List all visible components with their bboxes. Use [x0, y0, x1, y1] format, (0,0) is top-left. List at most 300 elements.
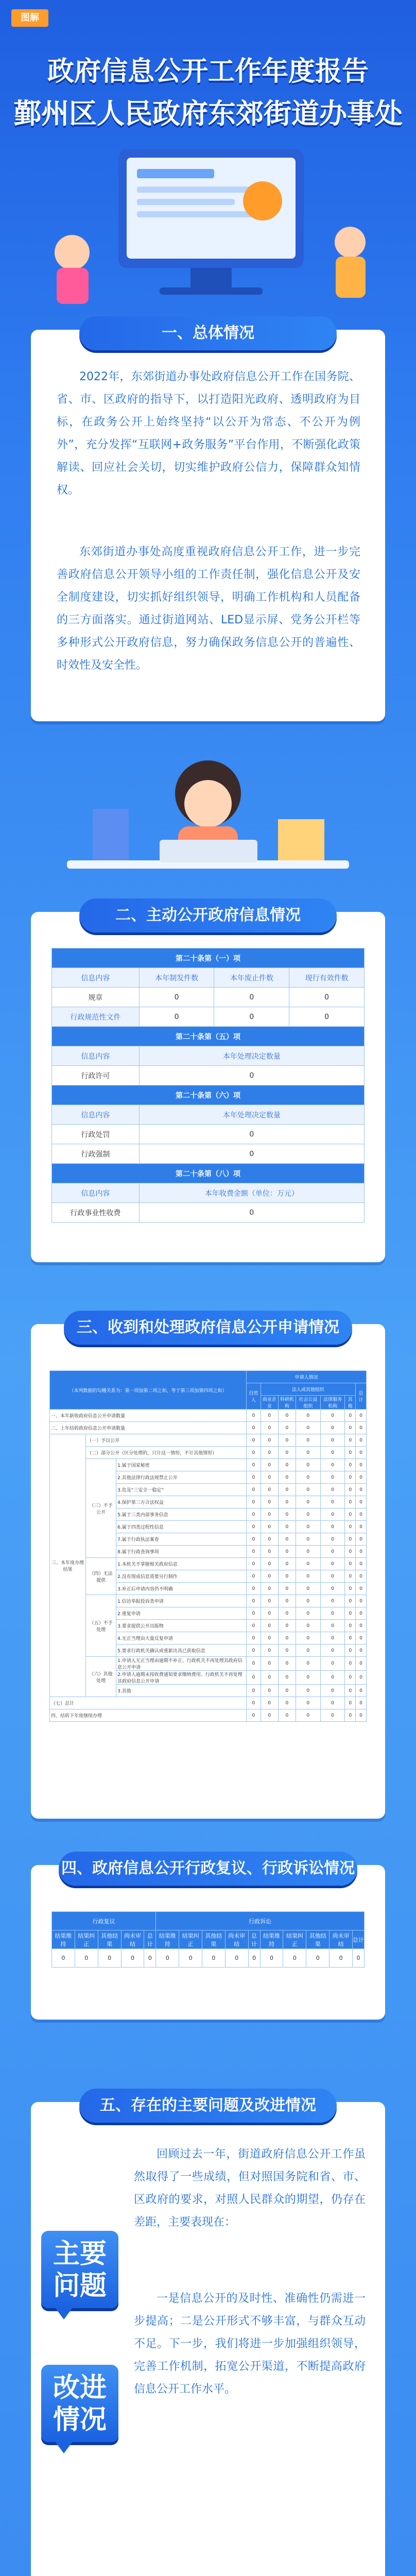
table-cell: 0: [247, 1558, 261, 1570]
review-col-header: 结果纠正: [75, 1930, 98, 1949]
table-cell: 0: [345, 1471, 356, 1484]
table-cell: 0: [320, 1447, 345, 1459]
block2-title: 第二十条第（五）项: [52, 1027, 365, 1046]
table-cell: 0: [139, 1203, 364, 1223]
table-cell: 6.属于四类过程性信息: [116, 1521, 247, 1533]
table-cell: 0: [261, 1671, 278, 1685]
table-cell: （五）不予处理: [86, 1595, 116, 1657]
table-cell: 0: [356, 1459, 367, 1471]
bubble-main-problems: 主要问题: [41, 2231, 118, 2308]
table-cell: 0: [296, 1570, 321, 1583]
table-cell: 0: [261, 1583, 278, 1595]
table-cell: 0: [247, 1607, 261, 1620]
hero-illustration: [21, 139, 395, 309]
table-cell: 8.属于行政查询事项: [116, 1546, 247, 1558]
table-cell: 0: [278, 1484, 296, 1496]
table-cell: 0: [278, 1521, 296, 1533]
table-cell: 0: [247, 1657, 261, 1671]
review-col-header: 其他结果: [202, 1930, 226, 1949]
table-cell: 0: [320, 1484, 345, 1496]
table-cell: 0: [356, 1434, 367, 1447]
table-cell: 0: [356, 1607, 367, 1620]
table-cell: 0: [345, 1570, 356, 1583]
section-heading-review: 四、政府信息公开行政复议、行政诉讼情况: [59, 1852, 357, 1886]
table-cell: 4.无正当理由大量反复申请: [116, 1632, 247, 1645]
review-value: 0: [144, 1949, 156, 1968]
table-cell: 0: [356, 1546, 367, 1558]
table-cell: 0: [320, 1422, 345, 1434]
natural-person-header: 自然人: [247, 1383, 261, 1410]
table-row: [50, 1410, 367, 1422]
table-cell: 0: [247, 1459, 261, 1471]
table-cell: 0: [345, 1521, 356, 1533]
table-cell: 0: [247, 1533, 261, 1546]
table-cell: 0: [261, 1496, 278, 1509]
table-row: [50, 1595, 367, 1607]
col-header: 本年废止件数: [214, 968, 289, 988]
table-cell: 0: [345, 1447, 356, 1459]
table-cell: 0: [278, 1422, 296, 1434]
applications-table-body: [50, 1410, 367, 1722]
review-col-header: 尚未审结: [225, 1930, 248, 1949]
table-cell: 0: [356, 1410, 367, 1422]
table-cell: 0: [320, 1570, 345, 1583]
table-cell: 0: [247, 1632, 261, 1645]
block4-title: 第二十条第（八）项: [52, 1164, 365, 1183]
table-cell: 一、本年新收政府信息公开申请数量: [50, 1410, 247, 1422]
table-cell: 四、结转下年度继续办理: [50, 1709, 247, 1722]
table-cell: 0: [278, 1632, 296, 1645]
table-cell: 0: [296, 1410, 321, 1422]
table-cell: 5.要求行政机关确认或重新出具已获取信息: [116, 1645, 247, 1657]
review-value: 0: [75, 1949, 98, 1968]
table-cell: 0: [247, 1595, 261, 1607]
col-header: 本年制发件数: [139, 968, 214, 988]
litigation-group-header: 行政诉讼: [156, 1912, 365, 1930]
table-cell: 0: [289, 1007, 365, 1027]
review-col-header: 结果维持: [156, 1930, 179, 1949]
table-cell: 4.保护第三方合法权益: [116, 1496, 247, 1509]
table-cell: 0: [296, 1558, 321, 1570]
table-cell: 0: [247, 1509, 261, 1521]
table-cell: 0: [345, 1645, 356, 1657]
section-heading-overview: 一、总体情况: [79, 316, 337, 350]
col-header: 信息内容: [52, 1183, 140, 1203]
review-value: 0: [156, 1949, 179, 1968]
table-cell: 0: [247, 1434, 261, 1447]
table-cell: 0: [261, 1410, 278, 1422]
table-cell: 0: [261, 1546, 278, 1558]
review-col-header: 其他结果: [306, 1930, 330, 1949]
table-cell: 0: [320, 1709, 345, 1722]
review-group-header: 行政复议: [52, 1912, 156, 1930]
table-cell: 0: [296, 1533, 321, 1546]
table-cell: 0: [320, 1632, 345, 1645]
col-header: 本年收费金额（单位：万元）: [139, 1183, 364, 1203]
table-cell: 0: [261, 1697, 278, 1709]
table-cell: 0: [345, 1620, 356, 1632]
table-cell: 0: [247, 1570, 261, 1583]
applications-table: [49, 1370, 367, 1722]
table-cell: 0: [345, 1459, 356, 1471]
table-cell: 0: [278, 1459, 296, 1471]
table-cell: 0: [356, 1509, 367, 1521]
review-value: 0: [179, 1949, 202, 1968]
table-cell: 0: [261, 1509, 278, 1521]
review-col-header: 尚未审结: [121, 1930, 144, 1949]
table-cell: 0: [296, 1471, 321, 1484]
review-col-header: 结果纠正: [283, 1930, 306, 1949]
table-cell: 0: [214, 988, 289, 1007]
table-cell: 0: [356, 1595, 367, 1607]
table-cell: 0: [320, 1496, 345, 1509]
table-cell: 2.其他法律行政法规禁止公开: [116, 1471, 247, 1484]
table-cell: 0: [278, 1620, 296, 1632]
review-value: 0: [52, 1949, 75, 1968]
table-cell: 0: [278, 1657, 296, 1671]
review-value: 0: [306, 1949, 330, 1968]
table-cell: 0: [345, 1583, 356, 1595]
proactive-disclosure-table: [51, 948, 365, 1223]
applicant-header: 申请人情况: [247, 1371, 367, 1383]
table-cell: 0: [247, 1447, 261, 1459]
table-cell: （一）予以公开: [86, 1434, 247, 1447]
table-cell: 0: [296, 1645, 321, 1657]
table-cell: 2.没有现成信息需要另行制作: [116, 1570, 247, 1583]
table-cell: 0: [278, 1410, 296, 1422]
table-cell: 0: [296, 1607, 321, 1620]
table-cell: 0: [345, 1709, 356, 1722]
table-cell: 0: [356, 1671, 367, 1685]
review-col-header: 总计: [144, 1930, 156, 1949]
table-cell: 3.其他: [116, 1685, 247, 1697]
table-cell: 0: [278, 1434, 296, 1447]
table-cell: 0: [320, 1546, 345, 1558]
table-cell: 0: [139, 1144, 364, 1164]
table-cell: 0: [247, 1671, 261, 1685]
review-col-header: 结果维持: [260, 1930, 283, 1949]
table-cell: 0: [345, 1685, 356, 1697]
problems-paragraph: 回顾过去一年，街道政府信息公开工作虽然取得了一些成绩，但对照国务院和省、市、区政府的要求，对照人民群众的期望，仍存在差距，主要表现在：: [134, 2148, 366, 2229]
table-cell: 2.重复申请: [116, 1607, 247, 1620]
table-row: [50, 1697, 367, 1709]
table-cell: 0: [320, 1595, 345, 1607]
table-cell: 1.属于国家秘密: [116, 1459, 247, 1471]
table-cell: 0: [278, 1496, 296, 1509]
org-col-header: 社会公益组织: [296, 1396, 321, 1410]
col-header: 现行有效件数: [289, 968, 365, 988]
table-cell: 0: [345, 1422, 356, 1434]
review-col-header: 结果纠正: [179, 1930, 202, 1949]
table-cell: 0: [278, 1697, 296, 1709]
report-title: 政府信息公开工作年度报告: [47, 56, 369, 87]
table-cell: 0: [261, 1447, 278, 1459]
table-cell: 0: [247, 1620, 261, 1632]
table-cell: 0: [261, 1595, 278, 1607]
table-cell: 0: [247, 1471, 261, 1484]
table-cell: 0: [356, 1496, 367, 1509]
table-cell: 0: [356, 1533, 367, 1546]
table-cell: 0: [261, 1434, 278, 1447]
table-cell: 0: [320, 1607, 345, 1620]
table-cell: 0: [356, 1697, 367, 1709]
table-cell: 0: [278, 1447, 296, 1459]
table-cell: 0: [345, 1595, 356, 1607]
col-header: 信息内容: [52, 1046, 140, 1066]
review-value: 0: [330, 1949, 353, 1968]
table-cell: 0: [247, 1685, 261, 1697]
table-cell: 0: [345, 1533, 356, 1546]
table-row: [50, 1422, 367, 1434]
table-cell: 0: [296, 1434, 321, 1447]
review-value: 0: [353, 1949, 365, 1968]
table-cell: 0: [296, 1685, 321, 1697]
table-cell: 0: [296, 1509, 321, 1521]
col-header: 本年处理决定数量: [139, 1046, 364, 1066]
review-col-header: 总计: [248, 1930, 260, 1949]
table-cell: 5.属于三类内部事务信息: [116, 1509, 247, 1521]
table-cell: 0: [261, 1657, 278, 1671]
table-cell: 0: [356, 1447, 367, 1459]
table-cell: 0: [247, 1546, 261, 1558]
table-cell: 0: [278, 1709, 296, 1722]
table-cell: 0: [356, 1521, 367, 1533]
table-cell: 0: [261, 1484, 278, 1496]
table-cell: （七）总计: [50, 1697, 247, 1709]
table-cell: 0: [356, 1484, 367, 1496]
table-cell: 0: [247, 1697, 261, 1709]
table-cell: 0: [296, 1422, 321, 1434]
table-cell: 1.申请人无正当理由逾期不补正、行政机关不再处理其政府信息公开申请: [116, 1657, 247, 1671]
section-heading-proactive: 二、主动公开政府信息情况: [79, 899, 337, 933]
table-main-header: （本列数据的勾稽关系为：第一项加第二项之和，等于第三项加第四项之和）: [50, 1371, 247, 1410]
table-cell: 0: [261, 1685, 278, 1697]
review-value: 0: [98, 1949, 121, 1968]
table-cell: 0: [345, 1558, 356, 1570]
table-cell: 0: [320, 1671, 345, 1685]
table-cell: 0: [247, 1496, 261, 1509]
table-row: [50, 1434, 367, 1447]
table-cell: 0: [139, 1066, 364, 1086]
table-cell: 0: [247, 1583, 261, 1595]
review-col-header: 结果维持: [52, 1930, 75, 1949]
review-col-header: 总计: [353, 1930, 365, 1949]
table-cell: 0: [356, 1570, 367, 1583]
table-cell: 行政许可: [52, 1066, 140, 1086]
review-val-row: [52, 1949, 365, 1968]
table-cell: 三、本年度办理结果: [50, 1434, 86, 1697]
review-col-row: [52, 1930, 365, 1949]
table-cell: 0: [261, 1570, 278, 1583]
table-cell: 0: [345, 1697, 356, 1709]
table-cell: 3.危及“三安全一稳定”: [116, 1484, 247, 1496]
table-cell: 0: [345, 1496, 356, 1509]
review-value: 0: [202, 1949, 226, 1968]
table-cell: 0: [278, 1645, 296, 1657]
table-cell: 0: [261, 1607, 278, 1620]
table-cell: 0: [296, 1496, 321, 1509]
table-cell: 0: [320, 1434, 345, 1447]
table-cell: 0: [261, 1471, 278, 1484]
table-cell: 3.要求提供公开出版物: [116, 1620, 247, 1632]
table-cell: 0: [278, 1509, 296, 1521]
table-cell: 0: [296, 1671, 321, 1685]
table-cell: 0: [296, 1595, 321, 1607]
table-cell: 0: [261, 1521, 278, 1533]
table-cell: 0: [296, 1709, 321, 1722]
table-cell: 0: [345, 1410, 356, 1422]
table-cell: 0: [320, 1509, 345, 1521]
table-cell: 0: [356, 1620, 367, 1632]
table-cell: 0: [278, 1607, 296, 1620]
table-cell: 规章: [52, 988, 140, 1007]
review-value: 0: [225, 1949, 248, 1968]
table-cell: 0: [278, 1558, 296, 1570]
table-cell: 0: [345, 1607, 356, 1620]
report-subtitle: 鄞州区人民政府东郊街道办事处: [13, 97, 403, 130]
org-col-header: 法律服务机构: [320, 1396, 345, 1410]
table-cell: 0: [296, 1632, 321, 1645]
review-value: 0: [248, 1949, 260, 1968]
bubble-improvements: 改进情况: [41, 2365, 118, 2442]
table-cell: 0: [296, 1484, 321, 1496]
block3-title: 第二十条第（六）项: [52, 1086, 365, 1105]
table-cell: 1.信访举报投诉类申请: [116, 1595, 247, 1607]
table-cell: 0: [320, 1697, 345, 1709]
table-cell: 2.申请人逾期未按收费通知要求缴纳费用、行政机关不再处理其政府信息公开申请: [116, 1671, 247, 1685]
table-cell: 0: [278, 1471, 296, 1484]
table-cell: 0: [247, 1410, 261, 1422]
review-col-header: 其他结果: [98, 1930, 121, 1949]
table-cell: 0: [320, 1657, 345, 1671]
org-col-header: 其他: [345, 1396, 356, 1410]
table-cell: 0: [345, 1484, 356, 1496]
table-cell: 1.本机关不掌握相关政府信息: [116, 1558, 247, 1570]
review-litigation-table: [51, 1911, 365, 1968]
table-cell: 0: [320, 1471, 345, 1484]
office-illustration: [31, 732, 385, 896]
table-cell: 0: [139, 1007, 214, 1027]
table-cell: 0: [320, 1410, 345, 1422]
table-cell: 0: [320, 1645, 345, 1657]
table-cell: 0: [345, 1671, 356, 1685]
table-row: [50, 1447, 367, 1459]
col-header: 信息内容: [52, 1105, 140, 1125]
table-cell: 0: [278, 1583, 296, 1595]
table-cell: 0: [278, 1685, 296, 1697]
table-cell: 0: [278, 1546, 296, 1558]
table-cell: 0: [296, 1697, 321, 1709]
table-cell: 0: [261, 1620, 278, 1632]
org-header: 法人或其他组织: [261, 1383, 356, 1396]
org-col-header: 商业企业: [261, 1396, 278, 1410]
table-cell: 0: [247, 1484, 261, 1496]
review-value: 0: [283, 1949, 306, 1968]
table-cell: 0: [320, 1533, 345, 1546]
table-cell: 0: [296, 1546, 321, 1558]
table-cell: 0: [214, 1007, 289, 1027]
table-cell: 0: [247, 1645, 261, 1657]
table-cell: 0: [247, 1521, 261, 1533]
table-cell: 0: [296, 1620, 321, 1632]
improvements-paragraph: 一是信息公开的及时性、准确性仍需进一步提高；二是公开形式不够丰富，与群众互动不足。下一步，我们将进一步加强组织领导，完善工作机制，拓宽公开渠道，不断提高政府信息公开工作水平。: [134, 2292, 366, 2396]
col-header: 信息内容: [52, 968, 140, 988]
table-cell: 0: [261, 1645, 278, 1657]
table-cell: 0: [261, 1632, 278, 1645]
table-cell: 0: [356, 1685, 367, 1697]
table-cell: 0: [247, 1422, 261, 1434]
table-cell: 0: [261, 1533, 278, 1546]
table-cell: 0: [296, 1657, 321, 1671]
table-cell: 0: [261, 1558, 278, 1570]
table-cell: 0: [345, 1632, 356, 1645]
overview-paragraph-1: 2022年，东郊街道办事处政府信息公开工作在国务院、省、市、区政府的指导下，以打造阳光政府、透明政府为目标，在政务公开上始终坚持“以公开为常态、不公开为例外”，充分发挥“互联网+政务服务”平台作用，不断强化政策解读、回应社会关切，切实维护政府公信力，保障群众知情权。: [57, 370, 360, 497]
table-cell: 0: [345, 1657, 356, 1671]
table-cell: 0: [356, 1632, 367, 1645]
block1-title: 第二十条第（一）项: [52, 948, 365, 968]
table-cell: 0: [320, 1583, 345, 1595]
table-cell: 0: [278, 1533, 296, 1546]
table-cell: 行政规范性文件: [52, 1007, 140, 1027]
section-heading-applications: 三、收到和处理政府信息公开申请情况: [64, 1311, 352, 1345]
table-cell: 0: [261, 1459, 278, 1471]
table-cell: （六）其他处理: [86, 1657, 116, 1697]
table-cell: 0: [356, 1558, 367, 1570]
table-cell: 0: [278, 1595, 296, 1607]
table-cell: 0: [247, 1709, 261, 1722]
overview-paragraph-2: 东郊街道办事处高度重视政府信息公开工作，进一步完善政府信息公开领导小组的工作责任制，强化信息公开及安全制度建设，切实抓好组织领导，明确工作机构和人员配备的三方面落实。通过街道网站、LED显示屏、党务公开栏等多种形式公开政府信息，努力确保政务信息公开的普遍性、时效性及安全性。: [57, 546, 360, 672]
table-cell: 0: [320, 1521, 345, 1533]
table-cell: 0: [356, 1657, 367, 1671]
table-cell: 0: [296, 1521, 321, 1533]
table-cell: 0: [356, 1422, 367, 1434]
table-row: [50, 1459, 367, 1471]
table-cell: 0: [261, 1709, 278, 1722]
section-heading-problems: 五、存在的主要问题及改进情况: [79, 2089, 337, 2123]
table-cell: 0: [345, 1546, 356, 1558]
table-cell: 0: [356, 1645, 367, 1657]
review-value: 0: [260, 1949, 283, 1968]
table-row: [50, 1709, 367, 1722]
table-cell: 0: [356, 1471, 367, 1484]
table-row: [50, 1558, 367, 1570]
table-cell: 0: [296, 1447, 321, 1459]
table-cell: 二、上年结转政府信息公开申请数量: [50, 1422, 247, 1434]
table-cell: 行政强制: [52, 1144, 140, 1164]
table-cell: 0: [356, 1583, 367, 1595]
table-cell: 7.属于行政执法案卷: [116, 1533, 247, 1546]
table-cell: 0: [320, 1459, 345, 1471]
table-cell: 0: [296, 1583, 321, 1595]
review-value: 0: [121, 1949, 144, 1968]
table-cell: 0: [278, 1570, 296, 1583]
table-cell: 0: [356, 1709, 367, 1722]
table-cell: 0: [139, 988, 214, 1007]
category-tag: 图解: [11, 9, 48, 27]
total-header: 总计: [356, 1383, 367, 1410]
table-row: [50, 1657, 367, 1671]
table-cell: 行政处罚: [52, 1125, 140, 1144]
table-cell: 0: [261, 1422, 278, 1434]
table-cell: 3.补正后申请内容仍不明确: [116, 1583, 247, 1595]
table-cell: 行政事业性收费: [52, 1203, 140, 1223]
table-cell: （四）无法提供: [86, 1558, 116, 1595]
table-cell: （二）部分公开（区分处理的，只计这一情形，不计其他情形）: [86, 1447, 247, 1459]
table-cell: 0: [320, 1685, 345, 1697]
table-cell: 0: [296, 1459, 321, 1471]
org-col-header: 科研机构: [278, 1396, 296, 1410]
table-cell: 0: [278, 1671, 296, 1685]
